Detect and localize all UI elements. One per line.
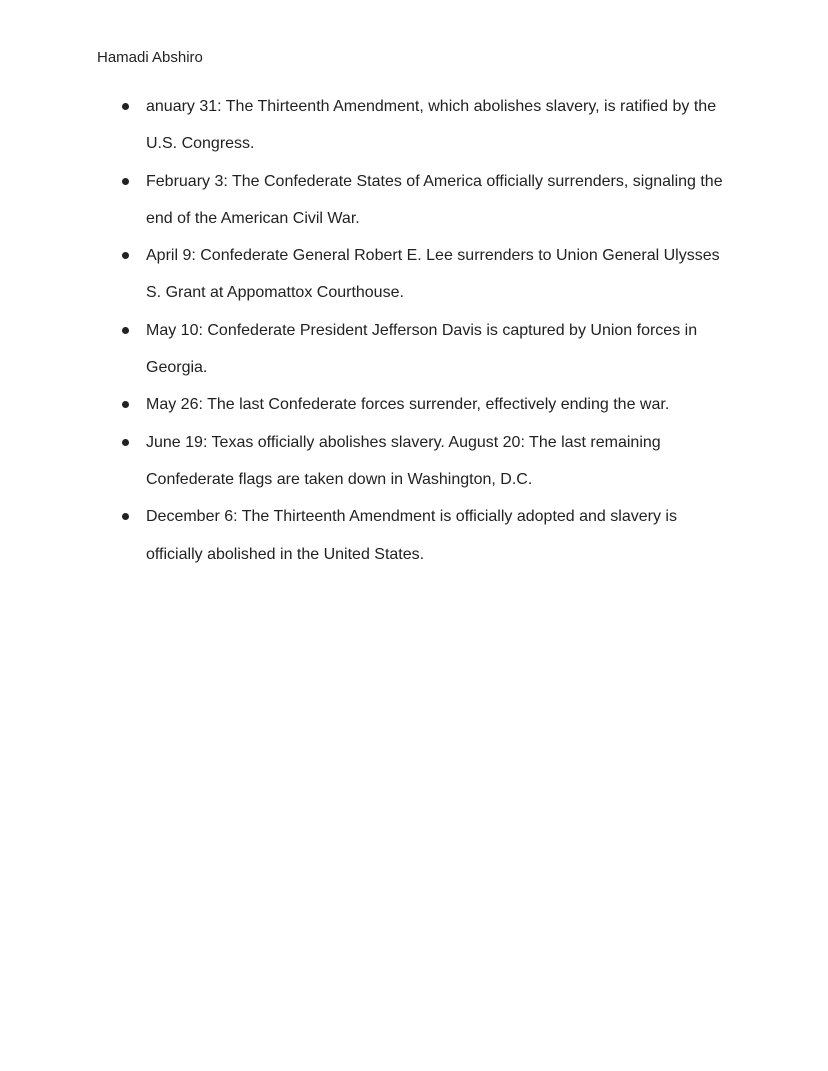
list-item: [0, 424, 736, 499]
list-item-text: December 6: The Thirteenth Amendment is officially adopted and slavery is officially abolished in the United States.: [146, 508, 677, 563]
list-item: [0, 237, 736, 312]
bullet-icon: [122, 327, 129, 334]
author-name: Hamadi Abshiro: [97, 49, 203, 66]
list-item: [0, 312, 736, 387]
list-item: [0, 498, 736, 573]
list-item: [0, 163, 736, 238]
list-item: [0, 88, 736, 163]
list-item-text: May 10: Confederate President Jefferson Davis is captured by Union forces in Georgia.: [146, 321, 698, 377]
list-item-text: February 3: The Confederate States of America officially surrenders, signaling the end of the American Civil War.: [146, 172, 723, 227]
bullet-icon: [122, 103, 129, 110]
bullet-icon: [122, 252, 129, 259]
timeline-list: [0, 88, 828, 573]
bullet-icon: [122, 401, 129, 408]
list-item-text: June 19: Texas officially abolishes slavery. August 20: The last remaining Confederate flags are taken down in Washington, D.C.: [146, 433, 661, 488]
bullet-icon: [122, 513, 129, 520]
list-item-text: May 26: The last Confederate forces surrender, effectively ending the war.: [146, 396, 670, 414]
list-item-text: anuary 31: The Thirteenth Amendment, which abolishes slavery, is ratified by the U.S. Congress.: [146, 98, 717, 153]
list-item-text: April 9: Confederate General Robert E. Lee surrenders to Union General Ulysses S. Grant at Appomattox Courthouse.: [146, 247, 720, 302]
bullet-icon: [122, 178, 129, 185]
list-item: [0, 386, 736, 423]
bullet-icon: [122, 439, 129, 446]
